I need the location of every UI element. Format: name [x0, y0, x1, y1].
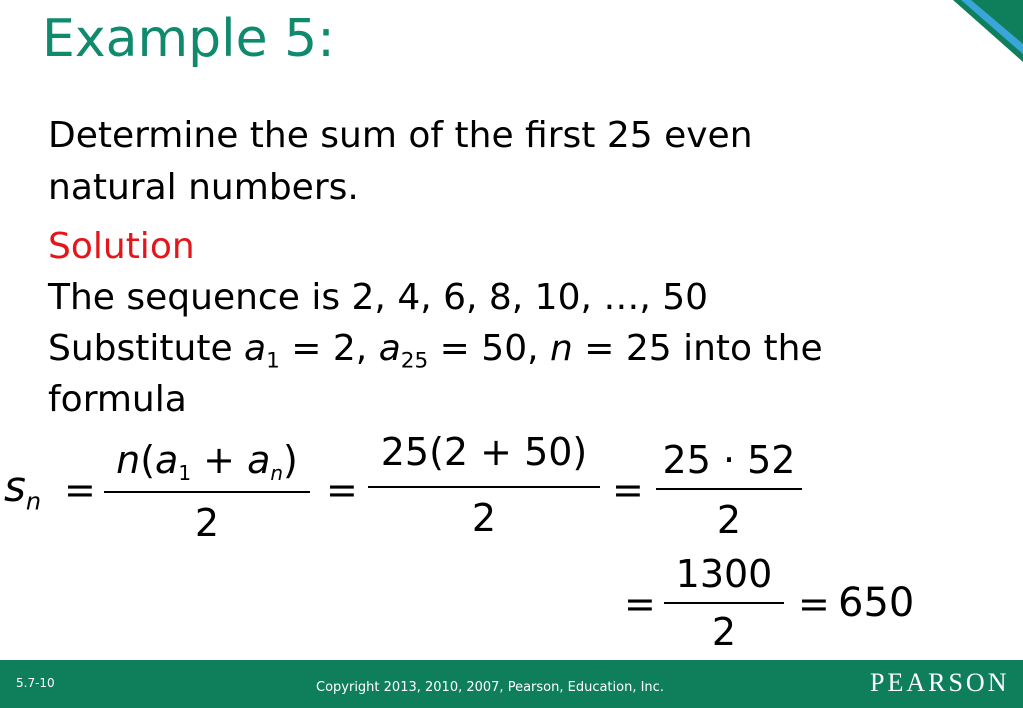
sequence-line: The sequence is 2, 4, 6, 8, 10, …, 50 — [48, 277, 709, 318]
fraction-3-bar — [656, 488, 802, 490]
sub-25: 25 — [400, 348, 429, 374]
fraction-3 — [656, 438, 802, 542]
fraction-2-denominator: 2 — [471, 496, 497, 540]
copyright-text: Copyright 2013, 2010, 2007, Pearson, Education, Inc. — [316, 680, 664, 695]
solution-label: Solution — [48, 226, 195, 267]
sn-symbol: $s_n$ — [4, 462, 42, 516]
formula-word: formula — [48, 379, 187, 420]
equals-sign-4: = — [624, 582, 656, 626]
fraction-1-numerator: $n(a_1 + a_n)$ — [116, 438, 298, 485]
fraction-4-denominator: 2 — [711, 610, 737, 654]
fraction-2-bar — [368, 486, 600, 488]
equals-sign-3: = — [612, 468, 644, 512]
slide-title: Example 5: — [42, 9, 335, 69]
fraction-1-bar — [104, 491, 310, 493]
footer-bar — [0, 660, 1023, 708]
sub-1: 1 — [266, 348, 280, 374]
corner-decoration — [953, 0, 1023, 62]
var-n: n — [549, 328, 573, 369]
slide-number: 5.7-10 — [16, 676, 55, 690]
substitute-prefix: Substitute — [48, 328, 245, 369]
problem-line-2: natural numbers. — [48, 167, 359, 208]
eq-2-text: = 2, — [279, 328, 379, 369]
eq-25-text: = 25 into the — [572, 328, 823, 369]
pearson-logo: PEARSON — [870, 668, 1010, 697]
fraction-3-numerator: 25 · 52 — [662, 438, 796, 482]
fraction-3-denominator: 2 — [716, 498, 742, 542]
var-a1: a — [244, 328, 267, 369]
fraction-2 — [368, 430, 600, 540]
var-a25: a — [378, 328, 401, 369]
problem-line-1: Determine the sum of the first 25 even — [48, 115, 753, 156]
fraction-2-numerator: 25(2 + 50) — [380, 430, 588, 474]
eq-50-text: = 50, — [428, 328, 550, 369]
equals-sign-5: = — [798, 582, 830, 626]
equals-sign-1: = — [64, 468, 96, 512]
result-value: 650 — [838, 580, 915, 626]
equals-sign-2: = — [326, 468, 358, 512]
fraction-1-denominator: 2 — [194, 501, 220, 545]
fraction-4-bar — [664, 602, 784, 604]
fraction-4 — [664, 552, 784, 654]
fraction-1 — [104, 438, 310, 545]
fraction-4-numerator: 1300 — [675, 552, 773, 596]
